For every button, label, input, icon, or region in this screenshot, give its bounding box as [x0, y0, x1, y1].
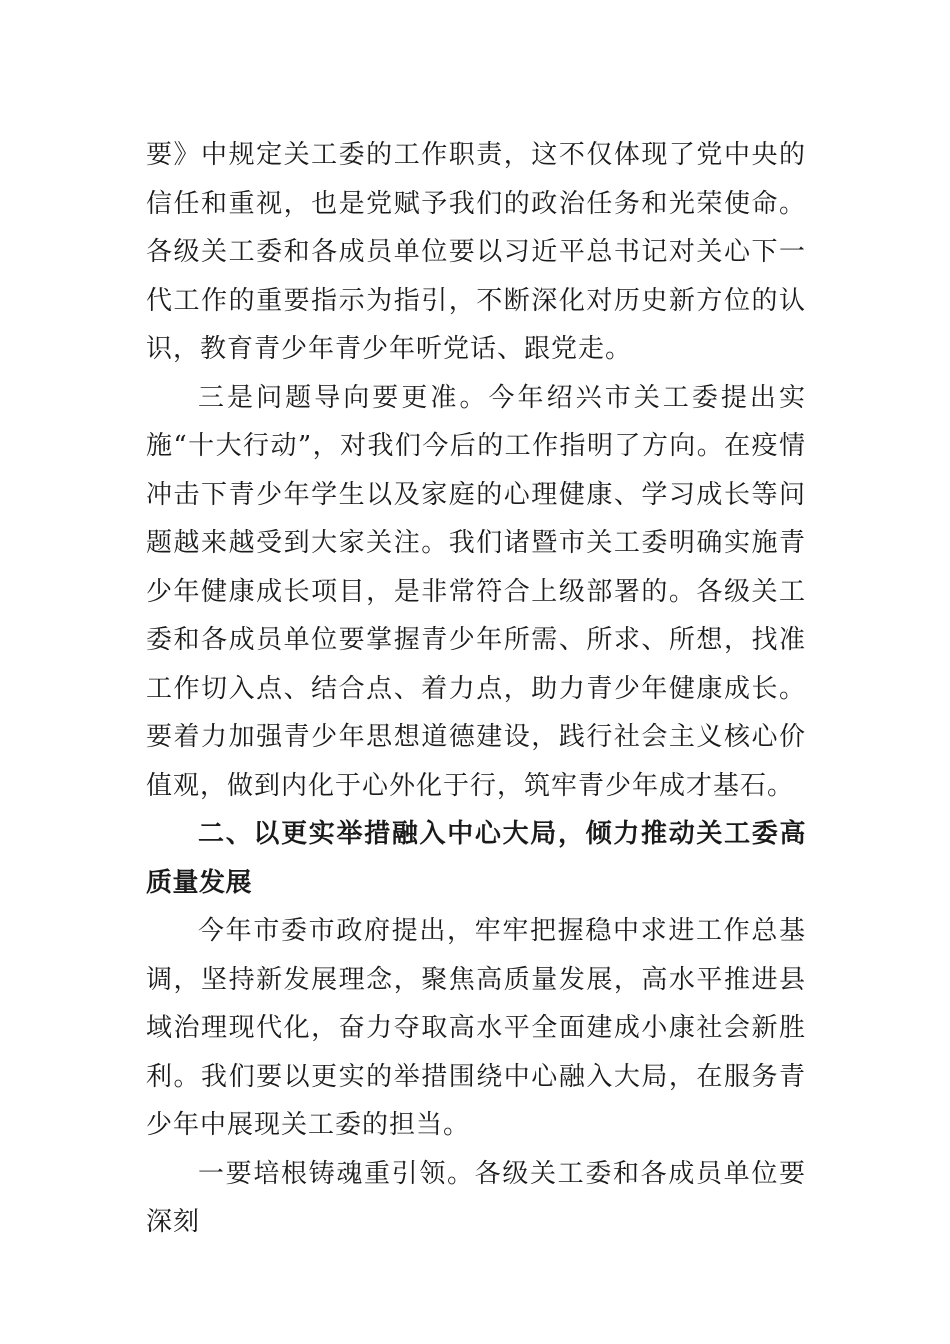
- paragraph-continuation: 要》中规定关工委的工作职责，这不仅体现了党中央的信任和重视，也是党赋予我们的政治任务和光荣使命。各级关工委和各成员单位要以习近平总书记对关心下一代工作的重要指示为指引，不断深化对历史新方位的认识，教育青少年青少年听党话、跟党走。: [146, 140, 806, 364]
- document-body: [146, 131, 806, 1247]
- section-heading-two: 二、以更实举措融入中心大局，倾力推动关工委高质量发展: [146, 819, 806, 898]
- paragraph-city-goals: 今年市委市政府提出，牢牢把握稳中求进工作总基调，坚持新发展理念，聚焦高质量发展，高水平推进县域治理现代化，奋力夺取高水平全面建成小康社会新胜利。我们要以更实的举措围绕中心融入大局，在服务青少年中展现关工委的担当。: [146, 916, 806, 1140]
- paragraph-problem-orientation: 三是问题导向要更准。今年绍兴市关工委提出实施“十大行动”，对我们今后的工作指明了方向。在疫情冲击下青少年学生以及家庭的心理健康、学习成长等问题越来越受到大家关注。我们诸暨市关工委明确实施青少年健康成长项目，是非常符合上级部署的。各级关工委和各成员单位要掌握青少年所需、所求、所想，找准工作切入点、结合点、着力点，助力青少年健康成长。要着力加强青少年思想道德建设，践行社会主义核心价值观，做到内化于心外化于行，筑牢青少年成才基石。: [146, 382, 806, 801]
- paragraph-first-point: 一要培根铸魂重引领。各级关工委和各成员单位要深刻: [146, 1158, 806, 1237]
